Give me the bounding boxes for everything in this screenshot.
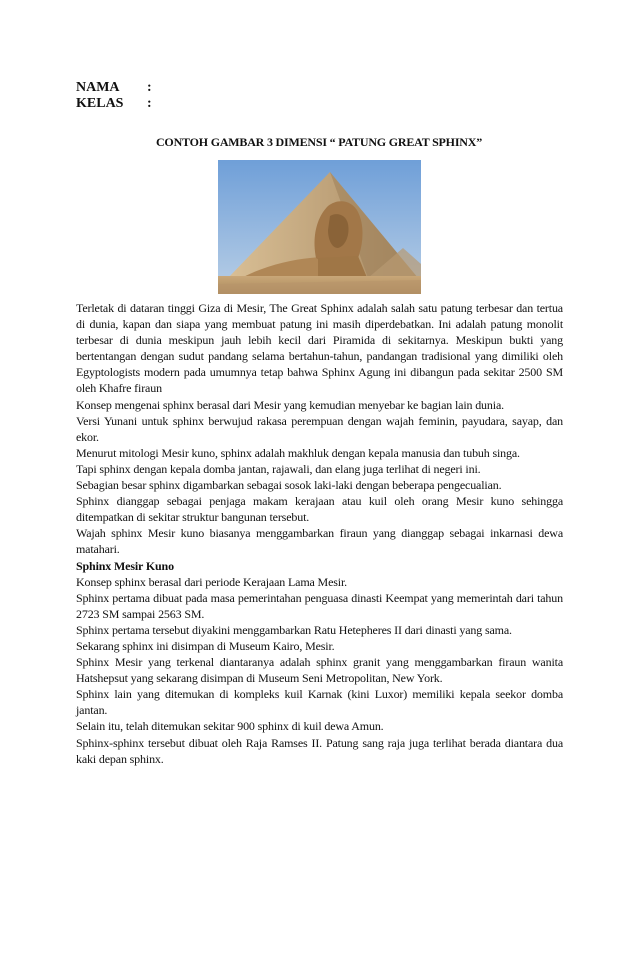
sphinx-photo <box>218 160 421 294</box>
paragraph: Sphinx dianggap sebagai penjaga makam kerajaan atau kuil oleh orang Mesir kuno sehingga ditempatkan di sekitar struktur bangunan tersebut. <box>76 494 563 525</box>
paragraph: Sphinx lain yang ditemukan di kompleks kuil Karnak (kini Luxor) memiliki kepala seekor domba jantan. <box>76 687 563 718</box>
paragraph: Sebagian besar sphinx digambarkan sebagai sosok laki-laki dengan beberapa pengecualian. <box>76 478 502 493</box>
paragraph: Terletak di dataran tinggi Giza di Mesir, The Great Sphinx adalah salah satu patung terbesar dan tertua di dunia, kapan dan siapa yang membuat patung ini masih diperdebatkan. Ini adalah patung monolit terbesar di dunia meskipun jauh lebih kecil dari Piramida di sekitarnya. Meskipun bukti yang bertentangan dengan sudut pandang selama bertahun-tahun, pandangan tradisional yang dimiliki oleh Egyptologists modern pada umumnya tetap bahwa Sphinx Agung ini dibangun pada sekitar 2500 SM oleh Khafre firaun <box>76 301 563 396</box>
nama-colon: : <box>147 80 152 95</box>
paragraph: Sekarang sphinx ini disimpan di Museum Kairo, Mesir. <box>76 638 335 653</box>
paragraph: Wajah sphinx Mesir kuno biasanya menggambarkan firaun yang dianggap sebagai inkarnasi dewa matahari. <box>76 526 563 557</box>
paragraph: Versi Yunani untuk sphinx berwujud rakasa perempuan dengan wajah feminin, payudara, sayap, dan ekor. <box>76 413 563 444</box>
kelas-row <box>76 96 152 112</box>
paragraph: Sphinx pertama tersebut diyakini menggambarkan Ratu Hetepheres II dari dinasti yang sama. <box>76 622 512 637</box>
paragraph: Sphinx pertama dibuat pada masa pemerintahan penguasa dinasti Keempat yang memerintah dari tahun 2723 SM sampai 2563 SM. <box>76 590 563 621</box>
paragraph: Sphinx-sphinx tersebut dibuat oleh Raja Ramses II. Patung sang raja juga terlihat berada diantara dua kaki depan sphinx. <box>76 735 563 766</box>
paragraph: Tapi sphinx dengan kepala domba jantan, rajawali, dan elang juga terlihat di negeri ini. <box>76 461 481 476</box>
kelas-colon: : <box>147 96 152 111</box>
kelas-label: KELAS <box>76 96 124 111</box>
paragraph: Konsep sphinx berasal dari periode Kerajaan Lama Mesir. <box>76 574 347 589</box>
paragraph: Menurut mitologi Mesir kuno, sphinx adalah makhluk dengan kepala manusia dan tubuh singa. <box>76 445 520 460</box>
document-title: CONTOH GAMBAR 3 DIMENSI “ PATUNG GREAT SPHINX” <box>155 135 483 149</box>
nama-label: NAMA <box>76 80 120 95</box>
section-heading: Sphinx Mesir Kuno <box>76 558 174 573</box>
nama-row <box>76 80 152 96</box>
paragraph: Selain itu, telah ditemukan sekitar 900 sphinx di kuil dewa Amun. <box>76 719 384 734</box>
paragraph: Sphinx Mesir yang terkenal diantaranya adalah sphinx granit yang menggambarkan firaun wanita Hatshepsut yang sekarang disimpan di Museum Seni Metropolitan, New York. <box>76 655 563 686</box>
paragraph: Konsep mengenai sphinx berasal dari Mesir yang kemudian menyebar ke bagian lain dunia. <box>76 397 504 412</box>
body-text <box>76 300 563 767</box>
